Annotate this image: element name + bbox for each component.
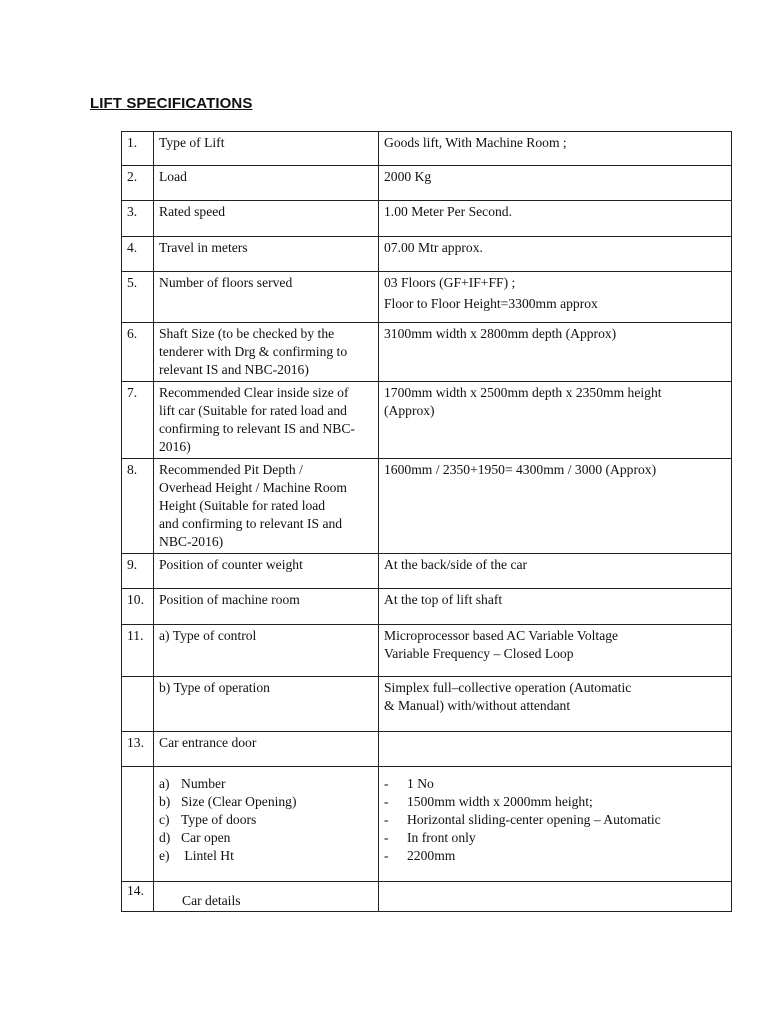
spec-label-line: NBC-2016) (159, 534, 224, 549)
spec-label-line: relevant IS and NBC-2016) (159, 362, 309, 377)
dash-marker: - (384, 848, 389, 863)
dash-marker: - (384, 830, 389, 845)
spec-label-line: confirming to relevant IS and NBC- (159, 421, 355, 436)
row-number: 6. (122, 323, 154, 382)
door-details-row (122, 767, 732, 882)
table-row (122, 554, 732, 589)
spec-label-line: Recommended Clear inside size of (159, 385, 349, 400)
door-detail-item (159, 811, 373, 829)
spec-value (379, 272, 732, 323)
door-detail-label: Type of doors (181, 812, 257, 827)
spec-value-line: & Manual) with/without attendant (384, 698, 571, 713)
row-number: 2. (122, 166, 154, 201)
lift-specifications-table (121, 131, 732, 912)
dash-marker: - (384, 812, 389, 827)
spec-value (379, 459, 732, 554)
spec-value-line: Simplex full–collective operation (Automatic (384, 680, 632, 695)
spec-label (154, 459, 379, 554)
spec-value (379, 882, 732, 912)
spec-value-line: 1.00 Meter Per Second. (384, 204, 512, 219)
spec-label-line: Shaft Size (to be checked by the (159, 326, 335, 341)
spec-label-line: Travel in meters (159, 240, 248, 255)
row-number: 9. (122, 554, 154, 589)
door-detail-label: Lintel Ht (181, 848, 234, 863)
spec-value (379, 732, 732, 767)
spec-label (154, 237, 379, 272)
spec-label-line: Recommended Pit Depth / (159, 462, 303, 477)
spec-value (379, 132, 732, 166)
spec-label (154, 323, 379, 382)
spec-value-line: Floor to Floor Height=3300mm approx (384, 296, 598, 311)
spec-label (154, 201, 379, 237)
dash-marker: - (384, 794, 389, 809)
spec-label (154, 272, 379, 323)
spec-label-line: b) Type of operation (159, 680, 270, 695)
door-value-item (384, 847, 726, 865)
door-detail-label: Size (Clear Opening) (181, 794, 297, 809)
spec-label (154, 589, 379, 625)
spec-value (379, 677, 732, 732)
spec-value-line: Microprocessor based AC Variable Voltage (384, 628, 619, 643)
table-row (122, 382, 732, 459)
spec-label-line: Load (159, 169, 187, 184)
spec-label-line: 2016) (159, 439, 191, 454)
list-marker: b) (159, 794, 171, 809)
door-value-item (384, 775, 726, 793)
row-number (122, 767, 154, 882)
spec-value (379, 554, 732, 589)
door-detail-value: 1500mm width x 2000mm height; (407, 794, 593, 809)
row-number (122, 677, 154, 732)
spec-label-line: Rated speed (159, 204, 226, 219)
row-number: 10. (122, 589, 154, 625)
table-row (122, 132, 732, 166)
spec-value-line: 1600mm / 2350+1950= 4300mm / 3000 (Approx) (384, 462, 657, 477)
spec-value (379, 166, 732, 201)
door-detail-value: In front only (407, 830, 476, 845)
door-detail-value: Horizontal sliding-center opening – Automatic (407, 812, 661, 827)
table-row (122, 677, 732, 732)
spec-value-line: 07.00 Mtr approx. (384, 240, 483, 255)
table-row (122, 459, 732, 554)
spec-label-line: Height (Suitable for rated load (159, 498, 326, 513)
list-marker: e) (159, 848, 170, 863)
door-details-values (379, 767, 732, 882)
door-detail-label: Car open (181, 830, 231, 845)
spec-value-line: Variable Frequency – Closed Loop (384, 646, 574, 661)
row-number: 3. (122, 201, 154, 237)
list-marker: a) (159, 776, 170, 791)
spec-value-line: At the back/side of the car (384, 557, 528, 572)
spec-label-line: Position of counter weight (159, 557, 303, 572)
spec-label (154, 166, 379, 201)
spec-label: Car details (154, 882, 379, 912)
table-row (122, 732, 732, 767)
spec-label-line: lift car (Suitable for rated load and (159, 403, 347, 418)
table-row (122, 625, 732, 677)
door-details-list (159, 775, 373, 865)
door-detail-label: Number (181, 776, 226, 791)
door-value-item (384, 811, 726, 829)
spec-value (379, 237, 732, 272)
door-detail-value: 1 No (407, 776, 434, 791)
door-value-item (384, 793, 726, 811)
table-row (122, 323, 732, 382)
spec-value-line: 2000 Kg (384, 169, 432, 184)
door-detail-item (159, 829, 373, 847)
spec-value (379, 382, 732, 459)
spec-value-line: (Approx) (384, 403, 435, 418)
row-number: 13. (122, 732, 154, 767)
row-number: 8. (122, 459, 154, 554)
spec-label (154, 382, 379, 459)
table-row (122, 589, 732, 625)
spec-value-line: 1700mm width x 2500mm depth x 2350mm height (384, 385, 662, 400)
spec-value (379, 201, 732, 237)
spec-label-line: tenderer with Drg & confirming to (159, 344, 348, 359)
dash-marker: - (384, 776, 389, 791)
row-number: 11. (122, 625, 154, 677)
spec-label-line: Position of machine room (159, 592, 300, 607)
spec-label (154, 677, 379, 732)
table-row (122, 166, 732, 201)
spec-label (154, 625, 379, 677)
door-detail-value: 2200mm (407, 848, 456, 863)
spec-label (154, 132, 379, 166)
spec-value-line: At the top of lift shaft (384, 592, 503, 607)
spec-value (379, 323, 732, 382)
table-row (122, 882, 732, 912)
row-number: 5. (122, 272, 154, 323)
door-values-list (384, 775, 726, 865)
spec-value (379, 625, 732, 677)
list-marker: c) (159, 812, 170, 827)
table-row (122, 272, 732, 323)
spec-label-line: Overhead Height / Machine Room (159, 480, 347, 495)
spec-label (154, 554, 379, 589)
spec-label-line: a) Type of control (159, 628, 257, 643)
row-number: 4. (122, 237, 154, 272)
spec-label-line: Type of Lift (159, 135, 225, 150)
spec-value-line: 3100mm width x 2800mm depth (Approx) (384, 326, 617, 341)
door-detail-item (159, 847, 373, 865)
table-row (122, 201, 732, 237)
row-number: 7. (122, 382, 154, 459)
table-row (122, 237, 732, 272)
spec-value (379, 589, 732, 625)
door-detail-item (159, 775, 373, 793)
spec-label (154, 732, 379, 767)
door-detail-item (159, 793, 373, 811)
door-details-labels (154, 767, 379, 882)
list-marker: d) (159, 830, 171, 845)
spec-label-line: Car entrance door (159, 735, 257, 750)
row-number: 14. (122, 882, 154, 912)
spec-label-line: and confirming to relevant IS and (159, 516, 343, 531)
document-title: LIFT SPECIFICATIONS (90, 95, 253, 112)
spec-value-line: Goods lift, With Machine Room ; (384, 135, 567, 150)
door-value-item (384, 829, 726, 847)
spec-label-line: Number of floors served (159, 275, 293, 290)
spec-value-line: 03 Floors (GF+IF+FF) ; (384, 275, 516, 290)
row-number: 1. (122, 132, 154, 166)
